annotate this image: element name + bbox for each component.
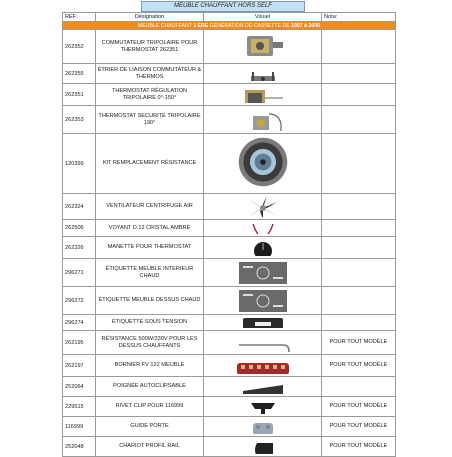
part-designation: BORNIER FV 122 MEUBLE bbox=[96, 355, 204, 377]
part-ref: 262324 bbox=[63, 194, 96, 220]
label-plate-icon bbox=[233, 287, 293, 314]
page-title: MEUBLE CHAUFFANT HORS SELF bbox=[141, 1, 305, 12]
part-note bbox=[322, 259, 396, 287]
part-note bbox=[322, 30, 396, 64]
rivet-clip-icon bbox=[233, 397, 293, 416]
table-row bbox=[63, 84, 396, 106]
banner-text-mid: GÉNÉRATION DE CASSETTE DE bbox=[208, 22, 292, 29]
part-note bbox=[322, 220, 396, 237]
voltage-label-icon bbox=[233, 315, 293, 330]
part-visual bbox=[204, 30, 322, 64]
part-ref: 296272 bbox=[63, 287, 96, 315]
part-note bbox=[322, 134, 396, 194]
part-note: POUR TOUT MODÈLE bbox=[322, 331, 396, 355]
part-ref: 262506 bbox=[63, 220, 96, 237]
part-visual bbox=[204, 106, 322, 134]
knob-icon bbox=[233, 237, 293, 258]
resistance-kit-icon bbox=[235, 134, 291, 193]
part-visual bbox=[204, 397, 322, 417]
table-row bbox=[63, 30, 396, 64]
generation-banner bbox=[63, 22, 396, 30]
header-ref: REF: bbox=[63, 13, 96, 22]
table-row bbox=[63, 259, 396, 287]
switch-icon bbox=[233, 30, 293, 63]
table-row bbox=[63, 377, 396, 397]
heating-element-icon bbox=[233, 331, 293, 354]
bracket-icon bbox=[233, 64, 293, 83]
table-row bbox=[63, 237, 396, 259]
header-designation: Désignation bbox=[96, 13, 204, 22]
part-visual bbox=[204, 377, 322, 397]
part-note bbox=[322, 315, 396, 331]
part-ref: 296274 bbox=[63, 315, 96, 331]
part-visual bbox=[204, 64, 322, 84]
part-designation: THERMOSTAT RÉGULATION TRIPOLAIRE 0°-150° bbox=[96, 84, 204, 106]
part-ref: 120399 bbox=[63, 134, 96, 194]
part-visual bbox=[204, 259, 322, 287]
part-visual bbox=[204, 237, 322, 259]
parts-table bbox=[62, 12, 396, 457]
part-ref: 296271 bbox=[63, 259, 96, 287]
part-note bbox=[322, 287, 396, 315]
part-designation: GUIDE PORTE bbox=[96, 417, 204, 437]
handle-icon bbox=[233, 377, 293, 396]
part-designation: ÉTIQUETTE MEUBLE INTERIEUR CHAUD bbox=[96, 259, 204, 287]
header-row bbox=[63, 13, 396, 22]
safety-thermostat-icon bbox=[233, 106, 293, 133]
part-note: POUR TOUT MODÈLE bbox=[322, 397, 396, 417]
part-ref: 262351 bbox=[63, 84, 96, 106]
part-designation: VENTILATEUR CENTRIFUGE AIR bbox=[96, 194, 204, 220]
part-visual bbox=[204, 315, 322, 331]
label-plate-icon bbox=[233, 259, 293, 286]
part-ref: 252064 bbox=[63, 377, 96, 397]
part-note: POUR TOUT MODÈLE bbox=[322, 437, 396, 457]
part-visual bbox=[204, 417, 322, 437]
part-designation: THERMOSTAT SECURITÉ TRIPOLAIRE 190° bbox=[96, 106, 204, 134]
part-note bbox=[322, 64, 396, 84]
banner-years: 1997 à 2006 bbox=[291, 22, 321, 29]
door-guide-icon bbox=[233, 417, 293, 436]
banner-text: MEUBLE CHAUFFANT bbox=[137, 22, 194, 29]
part-visual bbox=[204, 220, 322, 237]
part-visual bbox=[204, 355, 322, 377]
header-note: Nota: bbox=[322, 13, 396, 22]
part-designation: VOYANT D.12 CRISTAL AMBRÉ bbox=[96, 220, 204, 237]
part-designation: KIT REMPLACEMENT RÉSISTANCE bbox=[96, 134, 204, 194]
rail-carriage-icon bbox=[233, 437, 293, 456]
part-designation: ÉTIQUETTE MEUBLE DESSUS CHAUD bbox=[96, 287, 204, 315]
part-designation: POIGNÉE AUTOCLIPSABLE bbox=[96, 377, 204, 397]
part-visual bbox=[204, 194, 322, 220]
part-visual bbox=[204, 287, 322, 315]
table-row bbox=[63, 397, 396, 417]
part-visual bbox=[204, 437, 322, 457]
part-ref: 262195 bbox=[63, 331, 96, 355]
part-ref: 262355 bbox=[63, 64, 96, 84]
part-note: POUR TOUT MODÈLE bbox=[322, 355, 396, 377]
part-ref: 229515 bbox=[63, 397, 96, 417]
part-designation: ÉTIQUETTE SOUS TENSION bbox=[96, 315, 204, 331]
table-row bbox=[63, 437, 396, 457]
terminal-block-icon bbox=[233, 355, 293, 376]
part-designation: CHARIOT PROFIL RAIL bbox=[96, 437, 204, 457]
part-designation: COMMUTATEUR TRIPOLAIRE POUR THERMOSTAT 262351 bbox=[96, 30, 204, 64]
part-ref: 262197 bbox=[63, 355, 96, 377]
table-row bbox=[63, 417, 396, 437]
part-note: POUR TOUT MODÈLE bbox=[322, 417, 396, 437]
part-note bbox=[322, 377, 396, 397]
part-ref: 262352 bbox=[63, 30, 96, 64]
table-row bbox=[63, 287, 396, 315]
table-row bbox=[63, 134, 396, 194]
fan-icon bbox=[233, 194, 293, 219]
table-row bbox=[63, 355, 396, 377]
part-note bbox=[322, 84, 396, 106]
part-ref: 262326 bbox=[63, 237, 96, 259]
part-note bbox=[322, 106, 396, 134]
banner-generation: 1 ÈRE bbox=[193, 22, 209, 29]
part-visual bbox=[204, 134, 322, 194]
part-visual bbox=[204, 84, 322, 106]
header-visuel: Visuel bbox=[204, 13, 322, 22]
thermostat-icon bbox=[233, 84, 293, 105]
table-row bbox=[63, 331, 396, 355]
table-row bbox=[63, 194, 396, 220]
table-row bbox=[63, 315, 396, 331]
part-designation: RÉSISTANCE 500W/230V POUR LES DESSUS CHAUFFANTS bbox=[96, 331, 204, 355]
part-visual bbox=[204, 331, 322, 355]
part-designation: MANETTE POUR THERMOSTAT bbox=[96, 237, 204, 259]
table-row bbox=[63, 106, 396, 134]
part-ref: 252048 bbox=[63, 437, 96, 457]
table-row bbox=[63, 220, 396, 237]
indicator-light-icon bbox=[233, 220, 293, 236]
part-ref: 116999 bbox=[63, 417, 96, 437]
part-note bbox=[322, 237, 396, 259]
part-designation: RIVET CLIP POUR 116999 bbox=[96, 397, 204, 417]
part-ref: 262353 bbox=[63, 106, 96, 134]
table-row bbox=[63, 64, 396, 84]
part-designation: ÉTRIER DE LIAISON COMMUTATEUR & THERMOS bbox=[96, 64, 204, 84]
part-note bbox=[322, 194, 396, 220]
